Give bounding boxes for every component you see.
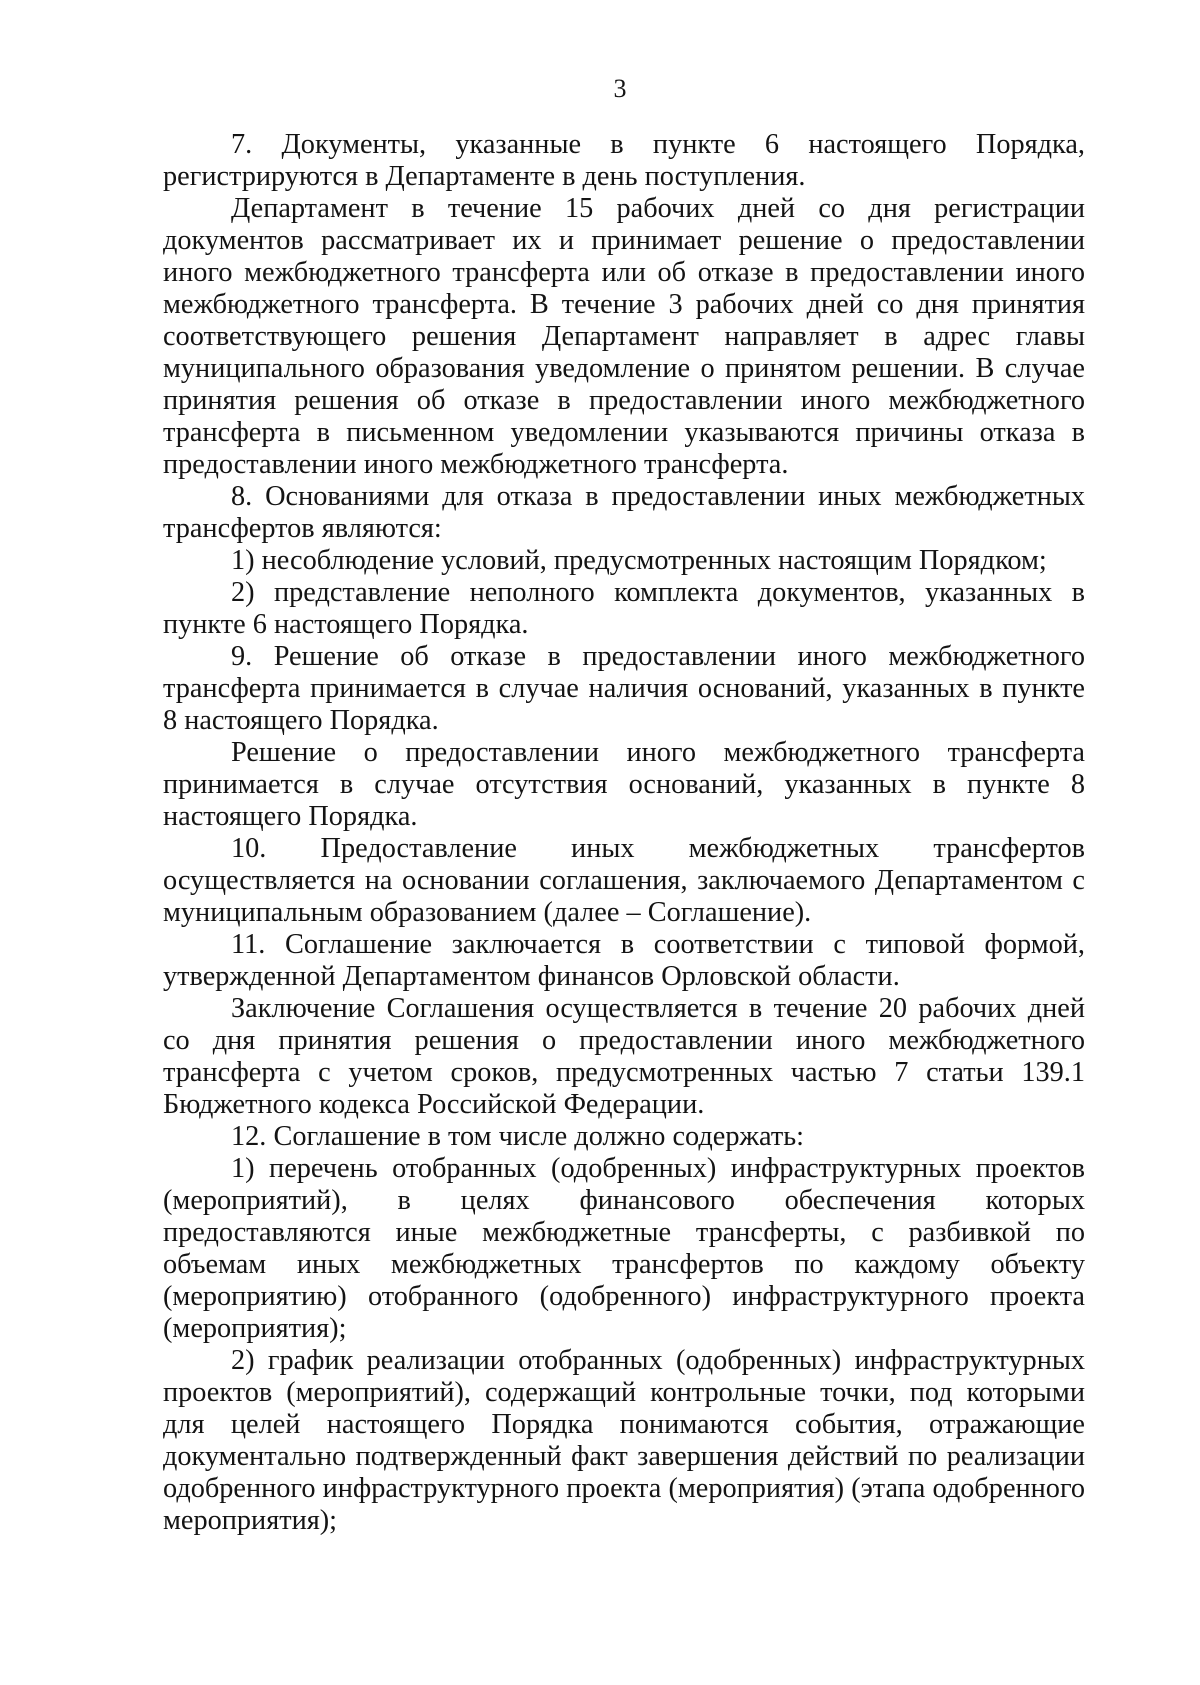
page-number: 3 [613,74,627,103]
paragraph-8: 8. Основаниями для отказа в предоставлении иных межбюджетных трансфертов являются: [163,481,1085,544]
document-body [163,129,1085,1537]
paragraph-12-item-1: 1) перечень отобранных (одобренных) инфраструктурных проектов (мероприятий), в целях финансового обеспечения которых предоставляются иные межбюджетные трансферты, с разбивкой по объемам иных межбюджетных трансфертов по каждому объекту (мероприятию) отобранного (одобренного) инфраструктурного проекта (мероприятия); [163,1153,1085,1344]
paragraph-10: 10. Предоставление иных межбюджетных трансфертов осуществляется на основании соглашения, заключаемого Департаментом с муниципальным образованием (далее – Соглашение). [163,833,1085,928]
paragraph-8-item-2: 2) представление неполного комплекта документов, указанных в пункте 6 настоящего Порядка. [163,577,1085,640]
paragraph-7: 7. Документы, указанные в пункте 6 настоящего Порядка, регистрируются в Департаменте в день поступления. [163,129,1085,192]
paragraph-8-item-1: 1) несоблюдение условий, предусмотренных настоящим Порядком; [231,545,1047,576]
paragraph-decision-granted: Решение о предоставлении иного межбюджетного трансферта принимается в случае отсутствия оснований, указанных в пункте 8 настоящего Порядка. [163,737,1085,832]
paragraph-12: 12. Соглашение в том числе должно содержать: [231,1121,805,1152]
paragraph-12-item-2: 2) график реализации отобранных (одобренных) инфраструктурных проектов (мероприятий), содержащий контрольные точки, под которыми для целей настоящего Порядка понимаются события, отражающие документально подтвержденный факт завершения действий по реализации одобренного инфраструктурного проекта (мероприятия) (этапа одобренного мероприятия); [163,1345,1085,1536]
paragraph-review-procedure: Департамент в течение 15 рабочих дней со дня регистрации документов рассматривает их и принимает решение о предоставлении иного межбюджетного трансферта или об отказе в предоставлении иного межбюджетного трансферта. В течение 3 рабочих дней со дня принятия соответствующего решения Департамент направляет в адрес главы муниципального образования уведомление о принятом решении. В случае принятия решения об отказе в предоставлении иного межбюджетного трансферта в письменном уведомлении указываются причины отказа в предоставлении иного межбюджетного трансферта. [163,193,1085,480]
paragraph-9: 9. Решение об отказе в предоставлении иного межбюджетного трансферта принимается в случае наличия оснований, указанных в пункте 8 настоящего Порядка. [163,641,1085,736]
paragraph-agreement-conclusion: Заключение Соглашения осуществляется в течение 20 рабочих дней со дня принятия решения о предоставлении иного межбюджетного трансферта с учетом сроков, предусмотренных частью 7 статьи 139.1 Бюджетного кодекса Российской Федерации. [163,993,1085,1120]
paragraph-11: 11. Соглашение заключается в соответствии с типовой формой, утвержденной Департаментом финансов Орловской области. [163,929,1085,992]
